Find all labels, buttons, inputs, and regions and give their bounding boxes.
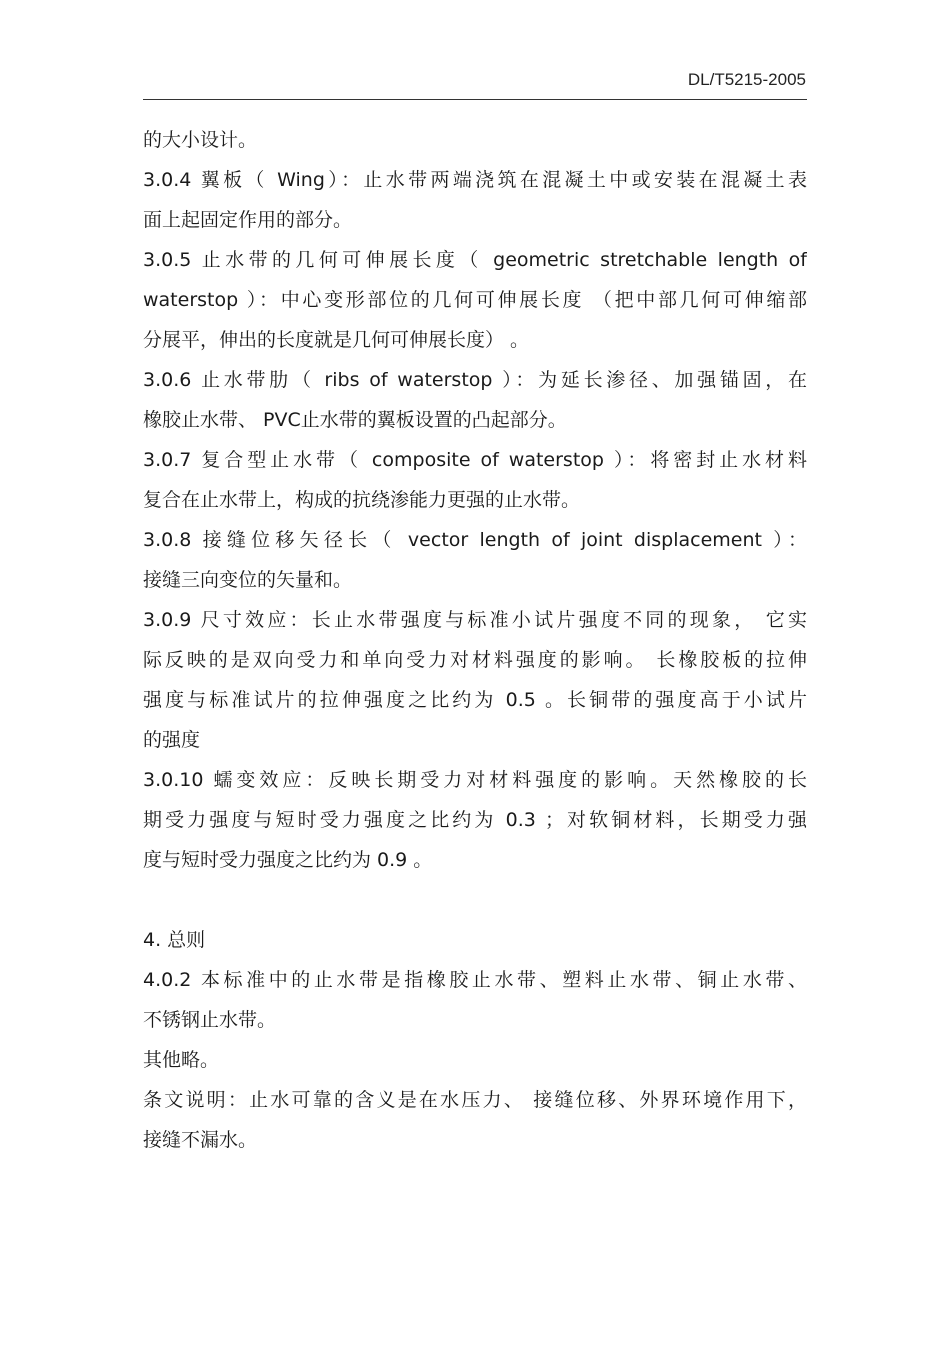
text-line: 4.0.2 本标准中的止水带是指橡胶止水带、塑料止水带、铜止水带、	[143, 969, 807, 991]
text-line: 3.0.4 翼板（ Wing）：止水带两端浇筑在混凝土中或安装在混凝土表	[143, 169, 807, 191]
body-text	[143, 120, 807, 1160]
text-line: 3.0.6 止水带肋（ ribs of waterstop ）：为延长渗径、加强锚固，在	[143, 369, 807, 391]
text-line: waterstop ）：中心变形部位的几何可伸展长度 （把中部几何可伸缩部	[143, 289, 807, 311]
blank-line	[143, 880, 807, 920]
header-rule	[143, 99, 807, 100]
text-line: 3.0.10 蠕变效应：反映长期受力对材料强度的影响。天然橡胶的长	[143, 769, 807, 791]
text-line: 3.0.9 尺寸效应：长止水带强度与标准小试片强度不同的现象， 它实	[143, 609, 807, 631]
text-line: 橡胶止水带、 PVC止水带的翼板设置的凸起部分。	[143, 409, 567, 431]
text-line: 度与短时受力强度之比约为 0.9 。	[143, 849, 433, 871]
document-code: DL/T5215-2005	[687, 70, 806, 89]
text-line: 复合在止水带上，构成的抗绕渗能力更强的止水带。	[143, 489, 581, 511]
text-line: 面上起固定作用的部分。	[143, 209, 353, 231]
text-line: 的大小设计。	[143, 129, 258, 151]
text-line: 期受力强度与短时受力强度之比约为 0.3 ；对软铜材料，长期受力强	[143, 809, 807, 831]
text-line: 的强度	[143, 729, 201, 751]
text-line: 际反映的是双向受力和单向受力对材料强度的影响。 长橡胶板的拉伸	[143, 649, 807, 671]
text-line: 强度与标准试片的拉伸强度之比约为 0.5 。长铜带的强度高于小试片	[143, 689, 807, 711]
text-line: 3.0.7 复合型止水带（ composite of waterstop ）：将密封止水材料	[143, 449, 807, 471]
text-line: 3.0.5 止水带的几何可伸展长度（ geometric stretchable length of	[143, 249, 807, 271]
text-line: 3.0.8 接缝位移矢径长（ vector length of joint displacement ）：	[143, 529, 807, 551]
text-line: 不锈钢止水带。	[143, 1009, 277, 1031]
text-line: 其他略。	[143, 1049, 220, 1071]
text-line: 4. 总则	[143, 929, 206, 951]
text-line: 接缝三向变位的矢量和。	[143, 569, 353, 591]
text-line: 条文说明：止水可靠的含义是在水压力、 接缝位移、外界环境作用下，	[143, 1089, 807, 1111]
text-line: 分展平，伸出的长度就是几何可伸展长度） 。	[143, 329, 530, 351]
text-line: 接缝不漏水。	[143, 1129, 258, 1151]
